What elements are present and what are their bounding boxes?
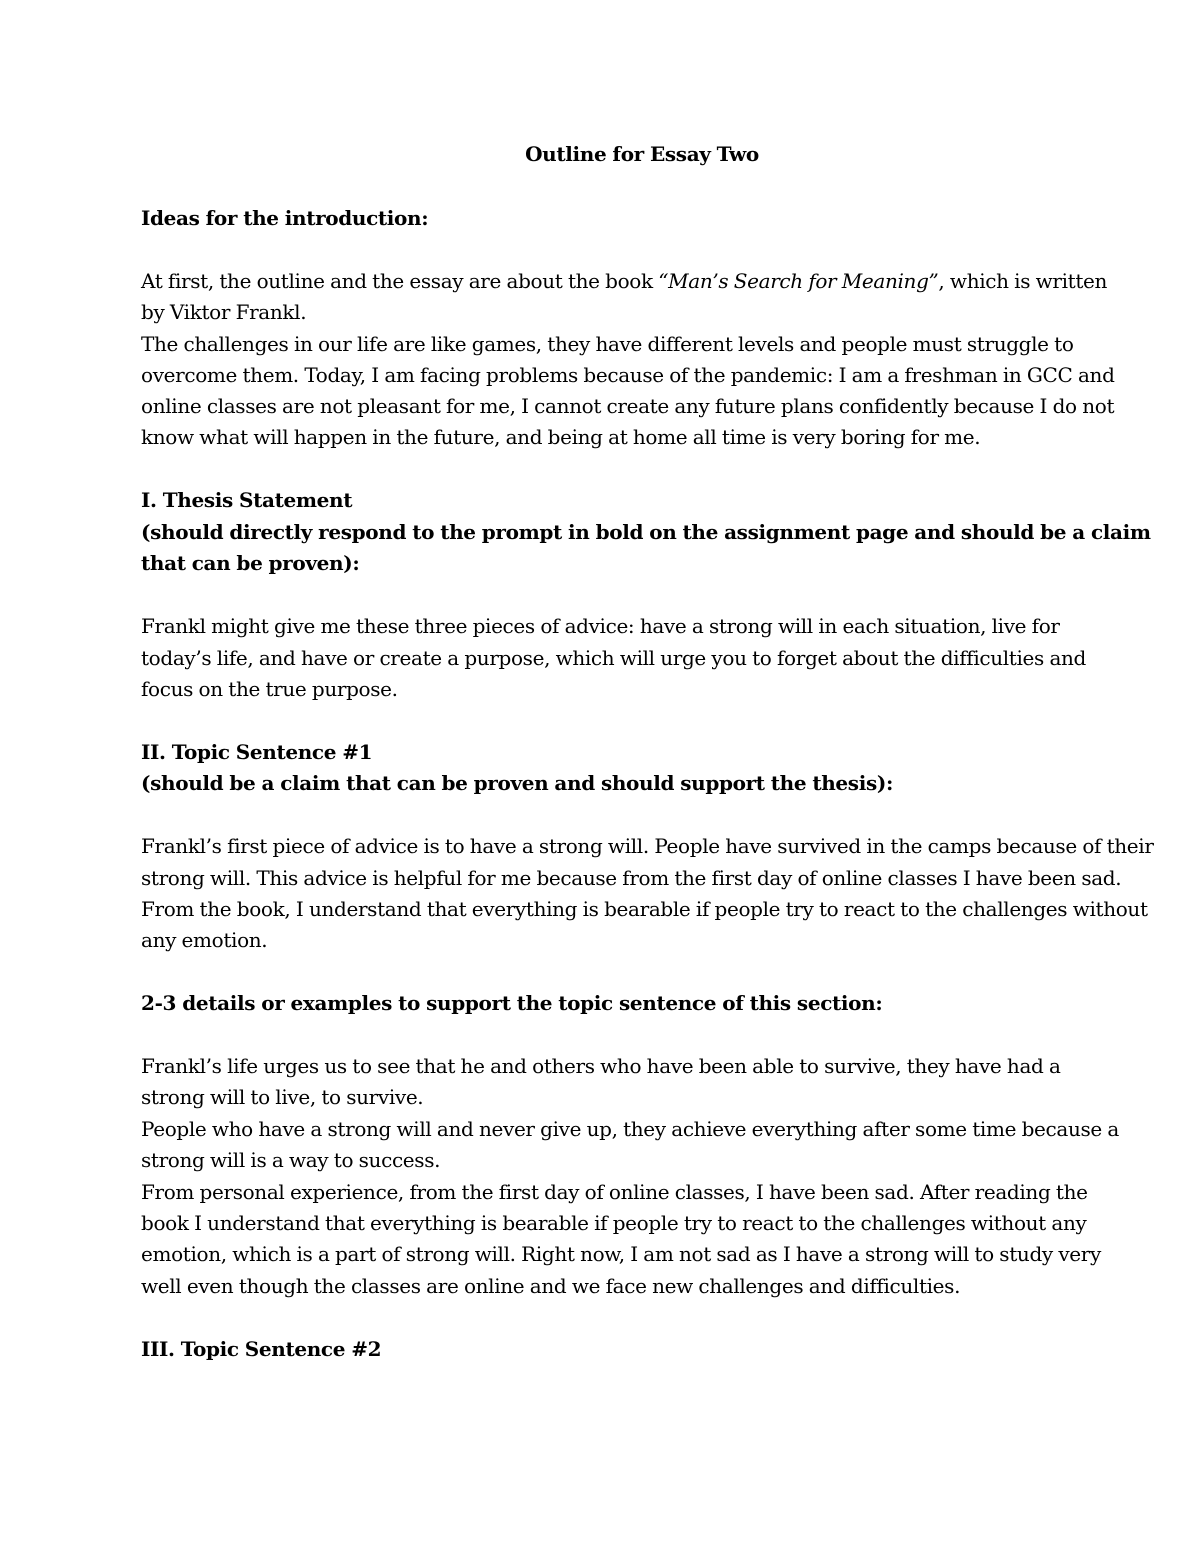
details-line: Frankl’s life urges us to see that he and others who have been able to survive, they have had a xyxy=(141,1054,1061,1078)
details-line: emotion, which is a part of strong will. Right now, I am not sad as I have a strong will to study very xyxy=(141,1242,1101,1266)
details-line: book I understand that everything is bearable if people try to react to the challenges without any xyxy=(141,1211,1087,1235)
topic1-line: From the book, I understand that everything is bearable if people try to react to the challenges without xyxy=(141,897,1148,921)
book-title: “Man’s Search for Meaning” xyxy=(658,269,939,293)
details-line: well even though the classes are online and we face new challenges and difficulties. xyxy=(141,1274,961,1298)
details-line: strong will to live, to survive. xyxy=(141,1085,424,1109)
intro-line: know what will happen in the future, and being at home all time is very boring for me. xyxy=(141,425,981,449)
topic2-heading: III. Topic Sentence #2 xyxy=(141,1337,382,1361)
intro-heading: Ideas for the introduction: xyxy=(141,206,429,230)
thesis-line: Frankl might give me these three pieces of advice: have a strong will in each situation, live for xyxy=(141,614,1060,638)
thesis-instruction: that can be proven): xyxy=(141,551,360,575)
thesis-line: today’s life, and have or create a purpose, which will urge you to forget about the difficulties and xyxy=(141,646,1087,670)
intro-line xyxy=(141,266,1107,297)
details-line: strong will is a way to success. xyxy=(141,1148,441,1172)
intro-line: overcome them. Today, I am facing problems because of the pandemic: I am a freshman in GCC and xyxy=(141,363,1115,387)
topic1-line: Frankl’s first piece of advice is to have a strong will. People have survived in the camps because of their xyxy=(141,834,1154,858)
document-title: Outline for Essay Two xyxy=(525,142,759,166)
intro-line: The challenges in our life are like games, they have different levels and people must struggle to xyxy=(141,332,1074,356)
thesis-instruction: (should directly respond to the prompt in bold on the assignment page and should be a claim xyxy=(141,520,1151,544)
intro-line: by Viktor Frankl. xyxy=(141,300,307,324)
topic1-line: any emotion. xyxy=(141,928,268,952)
topic1-instruction: (should be a claim that can be proven and should support the thesis): xyxy=(141,771,894,795)
intro-line: online classes are not pleasant for me, I cannot create any future plans confidently because I do not xyxy=(141,394,1115,418)
details-line: From personal experience, from the first day of online classes, I have been sad. After reading the xyxy=(141,1180,1088,1204)
topic1-heading: II. Topic Sentence #1 xyxy=(141,740,373,764)
details-heading: 2-3 details or examples to support the topic sentence of this section: xyxy=(141,991,883,1015)
thesis-line: focus on the true purpose. xyxy=(141,677,398,701)
intro-text-after-title: , which is written xyxy=(938,269,1108,293)
intro-text: At first, the outline and the essay are about the book xyxy=(141,269,659,293)
topic1-line: strong will. This advice is helpful for me because from the first day of online classes I have been sad. xyxy=(141,866,1122,890)
thesis-heading: I. Thesis Statement xyxy=(141,488,353,512)
details-line: People who have a strong will and never give up, they achieve everything after some time because a xyxy=(141,1117,1119,1141)
